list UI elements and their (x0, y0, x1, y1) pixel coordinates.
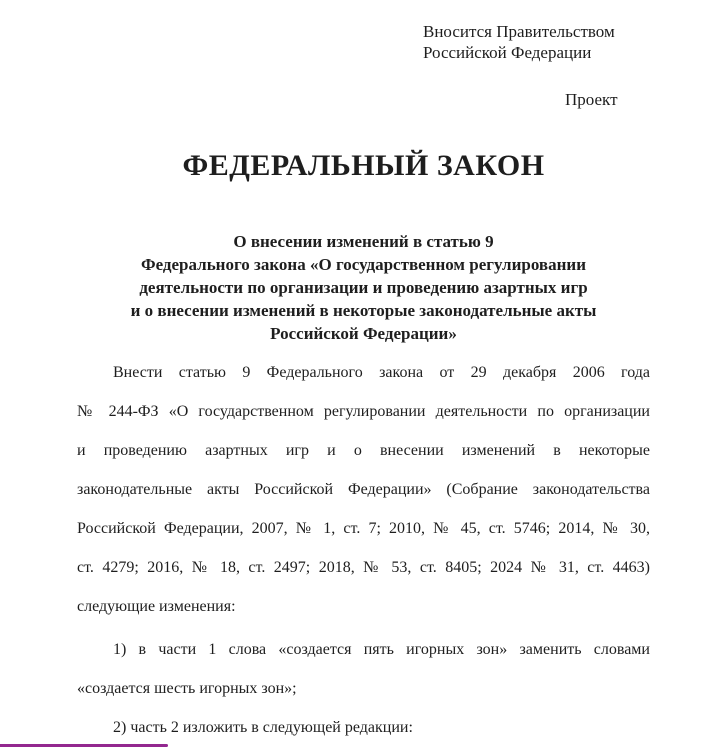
body-line: и проведению азартных игр и о внесении изменений в некоторые (77, 442, 650, 459)
body-line: Внести статью 9 Федерального закона от 29 декабря 2006 года (113, 364, 650, 381)
law-subtitle-block (77, 230, 650, 345)
body-line: законодательные акты Российской Федерации» (Собрание законодательства (77, 481, 650, 498)
submitted-by-line: Вносится Правительством (423, 22, 615, 41)
page-title: ФЕДЕРАЛЬНЫЙ ЗАКОН (182, 149, 545, 182)
body-line: ст. 4279; 2016, № 18, ст. 2497; 2018, № 53, ст. 8405; 2024 № 31, ст. 4463) (77, 559, 650, 576)
body-line: Российской Федерации, 2007, № 1, ст. 7; 2010, № 45, ст. 5746; 2014, № 30, (77, 520, 650, 537)
subtitle-line: Российской Федерации» (270, 324, 457, 343)
body-line: № 244-ФЗ «О государственном регулировании деятельности по организации (77, 403, 650, 420)
subtitle-line: О внесении изменений в статью 9 (233, 232, 494, 251)
subtitle-line: деятельности по организации и проведению азартных игр (139, 278, 588, 297)
body-line: «создается шесть игорных зон»; (77, 680, 297, 697)
project-label: Проект (565, 90, 618, 109)
subtitle-line: Федерального закона «О государственном регулировании (140, 255, 586, 274)
body-line-item-2: 2) часть 2 изложить в следующей редакции: (113, 719, 413, 736)
subtitle-line: и о внесении изменений в некоторые законодательные акты (130, 301, 597, 320)
body-line: следующие изменения: (77, 598, 236, 615)
submitted-by-block (423, 21, 615, 63)
submitted-by-line: Российской Федерации (423, 43, 592, 62)
progress-indicator (0, 744, 168, 747)
document-body (77, 353, 650, 747)
body-line-item-1: 1) в части 1 слова «создается пять игорных зон» заменить словами (113, 641, 650, 658)
